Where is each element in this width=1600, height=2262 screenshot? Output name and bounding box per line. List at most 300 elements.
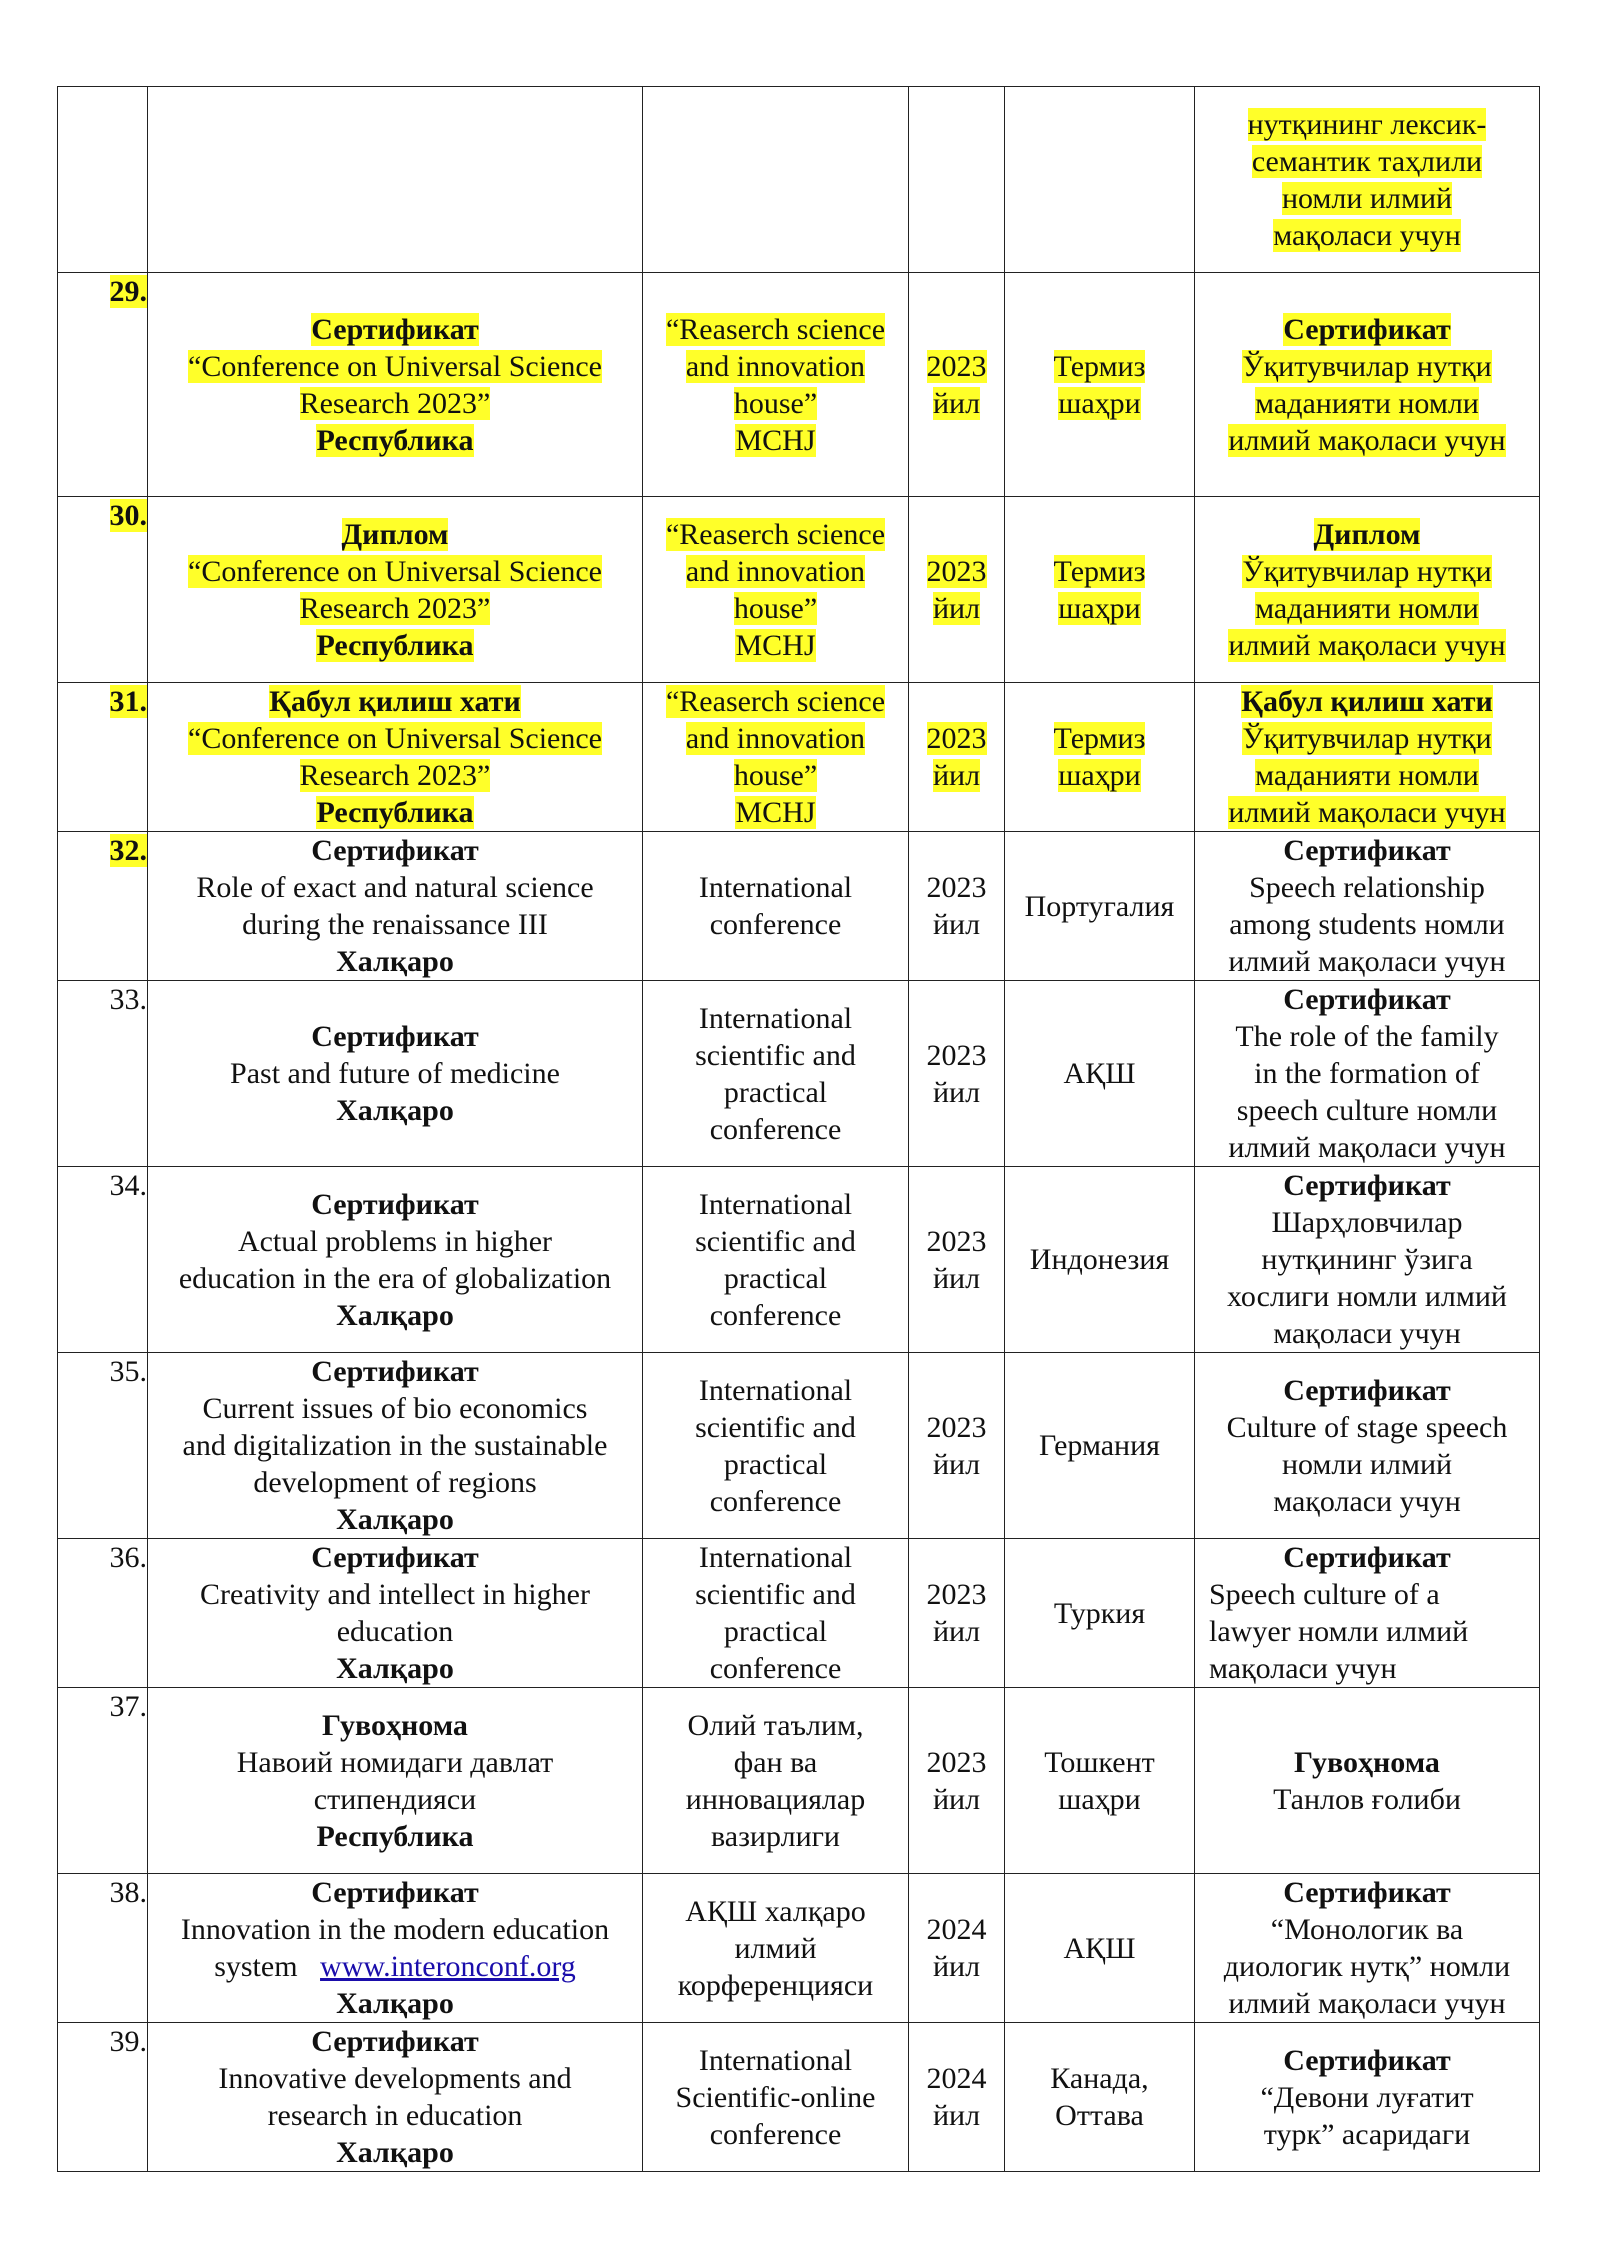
row-number-cell	[58, 683, 148, 832]
result-text: among students номли	[1229, 908, 1505, 941]
place-cell	[1005, 2023, 1195, 2172]
title-text: Research 2023”	[299, 386, 491, 420]
org-text: conference	[709, 2117, 842, 2151]
title-text: Current issues of bio economics	[202, 1392, 588, 1425]
result-text: нутқининг ўзига	[1261, 1243, 1473, 1276]
row-number-cell	[58, 2023, 148, 2172]
org-line	[643, 1781, 908, 1818]
table-row	[58, 87, 1540, 273]
place-line	[1005, 1241, 1194, 1278]
org-line	[643, 757, 908, 794]
year-line	[909, 1074, 1004, 1111]
org-line	[643, 2079, 908, 2116]
org-line	[643, 2042, 908, 2079]
result-line	[1195, 106, 1539, 143]
place-text: Термиз	[1053, 349, 1146, 383]
title-text: Research 2023”	[299, 591, 491, 625]
year-line	[909, 1409, 1004, 1446]
result-line	[1195, 1372, 1539, 1409]
result-text: Сертификат	[1283, 834, 1451, 867]
year-line	[909, 2097, 1004, 2134]
event-title-cell	[148, 1353, 643, 1539]
result-line	[1195, 180, 1539, 217]
result-line	[1195, 1446, 1539, 1483]
result-text: семантик таҳлили	[1251, 144, 1483, 178]
event-title-cell	[148, 1539, 643, 1688]
event-title-cell	[148, 87, 643, 273]
result-text: номли илмий	[1281, 1447, 1453, 1481]
result-text: илмий мақоласи учун	[1228, 1131, 1506, 1164]
title-line	[148, 757, 642, 794]
organizer-cell	[643, 497, 909, 683]
org-text: conference	[709, 1112, 842, 1146]
title-line	[148, 906, 642, 943]
org-line	[643, 683, 908, 720]
org-text: International	[698, 871, 853, 904]
year-cell	[909, 981, 1005, 1167]
place-line	[1005, 553, 1194, 590]
result-text: Ўқитувчилар нутқи	[1242, 349, 1492, 383]
result-text: мақоласи учун	[1273, 1317, 1461, 1350]
year-line	[909, 1446, 1004, 1483]
org-text: вазирлиги	[711, 1819, 840, 1853]
year-text: йил	[932, 386, 981, 420]
year-text: 2023	[926, 871, 987, 904]
place-text: АҚШ	[1063, 1931, 1136, 1965]
event-title-cell	[148, 2023, 643, 2172]
result-line	[1195, 1874, 1539, 1911]
year-text: 2023	[926, 1410, 987, 1444]
result-text: Шарҳловчилар	[1271, 1206, 1463, 1239]
org-text: practical	[723, 1447, 828, 1481]
year-line	[909, 2060, 1004, 2097]
year-text: 2023	[926, 722, 987, 755]
place-cell	[1005, 497, 1195, 683]
org-text: practical	[723, 1075, 828, 1109]
row-number-cell	[58, 1167, 148, 1353]
title-line	[148, 1223, 642, 1260]
result-line	[1195, 590, 1539, 627]
title-line	[148, 1464, 642, 1501]
year-cell	[909, 1353, 1005, 1539]
title-text: Сертификат	[311, 1187, 479, 1221]
year-line	[909, 720, 1004, 757]
title-line	[148, 1613, 642, 1650]
title-text: Республика	[316, 628, 474, 662]
title-text: Actual problems in higher	[237, 1224, 553, 1258]
year-text: 2023	[926, 554, 987, 588]
row-number-cell	[58, 1539, 148, 1688]
title-text: Халқаро	[336, 945, 454, 978]
org-text: корференцияси	[677, 1968, 874, 2002]
place-line	[1005, 757, 1194, 794]
title-line	[148, 2060, 642, 2097]
title-text: Creativity and intellect in higher	[200, 1578, 590, 1611]
title-line	[148, 869, 642, 906]
org-text: house”	[733, 386, 818, 420]
org-text: фан ва	[733, 1745, 818, 1779]
title-text: system	[214, 1950, 298, 1983]
org-line	[643, 1539, 908, 1576]
place-cell	[1005, 1353, 1195, 1539]
place-line	[1005, 888, 1194, 925]
place-text: шаҳри	[1058, 386, 1141, 420]
result-text: нутқининг лексик-	[1247, 107, 1487, 141]
title-text: Диплом	[341, 517, 449, 551]
org-line	[643, 516, 908, 553]
result-line	[1195, 757, 1539, 794]
year-line	[909, 590, 1004, 627]
result-text: Speech relationship	[1249, 871, 1485, 904]
table-row	[58, 2023, 1540, 2172]
title-text: Сертификат	[311, 312, 479, 346]
place-text: АҚШ	[1063, 1057, 1136, 1090]
title-text: education in the era of globalization	[178, 1261, 612, 1295]
title-line	[148, 348, 642, 385]
document-page	[57, 86, 1539, 2172]
result-line	[1195, 1650, 1539, 1687]
year-cell	[909, 2023, 1005, 2172]
place-line	[1005, 1744, 1194, 1781]
result-line	[1195, 869, 1539, 906]
year-text: йил	[932, 1782, 981, 1816]
place-line	[1005, 590, 1194, 627]
org-text: “Reaserch science	[665, 517, 886, 551]
title-text: development of regions	[253, 1466, 537, 1499]
result-text: Culture of stage speech	[1226, 1410, 1508, 1444]
org-text: MCHJ	[735, 628, 816, 662]
place-cell	[1005, 981, 1195, 1167]
result-text: номли илмий	[1281, 181, 1453, 215]
org-text: conference	[709, 1484, 842, 1518]
place-cell	[1005, 273, 1195, 497]
org-line	[643, 1260, 908, 1297]
result-text: маданияти номли	[1255, 759, 1479, 792]
year-text: 2023	[926, 1745, 987, 1779]
organizer-cell	[643, 1688, 909, 1874]
result-line	[1195, 1781, 1539, 1818]
title-text: “Conference on Universal Science	[188, 722, 602, 755]
result-line	[1195, 1055, 1539, 1092]
event-title-cell	[148, 273, 643, 497]
result-cell	[1195, 87, 1540, 273]
year-line	[909, 869, 1004, 906]
org-line	[643, 1818, 908, 1855]
place-text: Португалия	[1024, 889, 1175, 923]
result-text: Speech culture of a	[1209, 1578, 1440, 1611]
result-text: Сертификат	[1283, 2043, 1451, 2077]
place-cell	[1005, 1167, 1195, 1353]
year-line	[909, 1911, 1004, 1948]
year-cell	[909, 1539, 1005, 1688]
result-line	[1195, 553, 1539, 590]
row-number-cell	[58, 981, 148, 1167]
result-line	[1195, 906, 1539, 943]
place-cell	[1005, 832, 1195, 981]
event-title-cell	[148, 832, 643, 981]
org-text: conference	[709, 1652, 842, 1685]
title-line	[148, 1948, 642, 1985]
result-line	[1195, 348, 1539, 385]
result-line	[1195, 1315, 1539, 1352]
org-line	[643, 1372, 908, 1409]
org-text: “Reaserch science	[665, 685, 886, 718]
organizer-cell	[643, 273, 909, 497]
result-line	[1195, 2042, 1539, 2079]
result-text: Ўқитувчилар нутқи	[1242, 554, 1492, 588]
year-line	[909, 1948, 1004, 1985]
org-text: Олий таълим,	[687, 1708, 864, 1742]
year-line	[909, 385, 1004, 422]
title-line	[148, 2097, 642, 2134]
title-line	[148, 1092, 642, 1129]
title-line	[148, 1018, 642, 1055]
title-line	[148, 1353, 642, 1390]
title-text: during the renaissance III	[242, 908, 548, 941]
row-number-cell	[58, 1353, 148, 1539]
title-text: Халқаро	[336, 2136, 454, 2169]
title-line	[148, 553, 642, 590]
result-line	[1195, 981, 1539, 1018]
result-text: Сертификат	[1283, 1373, 1451, 1407]
title-line	[148, 516, 642, 553]
org-text: scientific and	[695, 1578, 856, 1611]
title-text: Role of exact and natural science	[196, 871, 594, 904]
table-body	[58, 87, 1540, 2172]
place-line	[1005, 1427, 1194, 1464]
title-line	[148, 1874, 642, 1911]
result-line	[1195, 1092, 1539, 1129]
place-text: Тошкент	[1044, 1745, 1155, 1779]
result-line	[1195, 832, 1539, 869]
result-cell	[1195, 683, 1540, 832]
result-line	[1195, 1911, 1539, 1948]
table-row	[58, 683, 1540, 832]
year-text: 2023	[926, 349, 987, 383]
year-text: йил	[932, 591, 981, 625]
title-line	[148, 1985, 642, 2022]
title-line	[148, 2023, 642, 2060]
org-line	[643, 906, 908, 943]
place-line	[1005, 1781, 1194, 1818]
org-line	[643, 1930, 908, 1967]
org-text: MCHJ	[735, 423, 816, 457]
result-line	[1195, 943, 1539, 980]
table-row	[58, 832, 1540, 981]
result-text: илмий мақоласи учун	[1228, 1987, 1506, 2020]
org-line	[643, 1967, 908, 2004]
place-cell	[1005, 1874, 1195, 2023]
row-number: 39.	[109, 2025, 147, 2058]
event-title-cell	[148, 1874, 643, 2023]
title-text: Қабул қилиш хати	[269, 685, 521, 718]
year-line	[909, 348, 1004, 385]
org-text: инновациялар	[685, 1782, 866, 1816]
achievements-table	[57, 86, 1540, 2172]
result-line	[1195, 143, 1539, 180]
title-text: Сертификат	[311, 1541, 479, 1574]
org-text: International	[698, 1541, 853, 1574]
year-text: 2023	[926, 1038, 987, 1072]
org-line	[643, 2116, 908, 2153]
year-text: йил	[932, 1261, 981, 1295]
org-line	[643, 422, 908, 459]
org-text: house”	[733, 591, 818, 625]
result-text: илмий мақоласи учун	[1228, 423, 1506, 457]
organizer-cell	[643, 981, 909, 1167]
title-line	[148, 1260, 642, 1297]
result-line	[1195, 1948, 1539, 1985]
result-text: The role of the family	[1235, 1020, 1499, 1053]
title-text: Халқаро	[336, 1987, 454, 2020]
title-text: Халқаро	[336, 1503, 454, 1536]
place-line	[1005, 1595, 1194, 1632]
title-line	[148, 1186, 642, 1223]
result-line	[1195, 1744, 1539, 1781]
website-link[interactable]: www.interonconf.org	[320, 1950, 576, 1983]
result-text: илмий мақоласи учун	[1228, 796, 1506, 829]
org-line	[643, 1613, 908, 1650]
title-line	[148, 311, 642, 348]
org-line	[643, 553, 908, 590]
table-row	[58, 1874, 1540, 2023]
result-text: диологик нутқ” номли	[1223, 1950, 1511, 1983]
title-line	[148, 422, 642, 459]
title-line	[148, 590, 642, 627]
year-line	[909, 1781, 1004, 1818]
org-line	[643, 1576, 908, 1613]
title-text: Сертификат	[311, 1020, 479, 1053]
org-line	[643, 1223, 908, 1260]
result-text: Танлов ғолиби	[1273, 1782, 1461, 1816]
organizer-cell	[643, 1353, 909, 1539]
org-text: and innovation	[685, 722, 866, 755]
year-line	[909, 1223, 1004, 1260]
place-line	[1005, 2097, 1194, 2134]
title-line	[148, 832, 642, 869]
organizer-cell	[643, 87, 909, 273]
row-number: 32.	[109, 834, 147, 867]
title-text: Республика	[316, 423, 474, 457]
table-row	[58, 273, 1540, 497]
result-line	[1195, 2116, 1539, 2153]
table-row	[58, 497, 1540, 683]
year-line	[909, 1744, 1004, 1781]
result-line	[1195, 217, 1539, 254]
title-line	[148, 1818, 642, 1855]
title-line	[148, 943, 642, 980]
result-cell	[1195, 1874, 1540, 2023]
year-cell	[909, 497, 1005, 683]
row-number: 31.	[109, 685, 147, 718]
result-line	[1195, 1483, 1539, 1520]
row-number: 33.	[109, 983, 147, 1016]
organizer-cell	[643, 683, 909, 832]
result-text: илмий мақоласи учун	[1228, 628, 1506, 662]
org-line	[643, 385, 908, 422]
place-line	[1005, 720, 1194, 757]
title-text: and digitalization in the sustainable	[182, 1429, 608, 1462]
year-text: 2024	[926, 2062, 987, 2095]
org-line	[643, 1707, 908, 1744]
result-line	[1195, 1167, 1539, 1204]
row-number: 38.	[109, 1876, 147, 1909]
organizer-cell	[643, 2023, 909, 2172]
result-line	[1195, 2079, 1539, 2116]
org-text: Scientific-online	[675, 2080, 876, 2114]
title-text: research in education	[267, 2099, 523, 2132]
place-text: Оттава	[1055, 2099, 1144, 2132]
year-text: йил	[932, 2099, 981, 2132]
year-cell	[909, 683, 1005, 832]
table-row	[58, 981, 1540, 1167]
organizer-cell	[643, 1167, 909, 1353]
result-cell	[1195, 1167, 1540, 1353]
org-line	[643, 1893, 908, 1930]
title-line	[148, 794, 642, 831]
result-line	[1195, 1018, 1539, 1055]
place-line	[1005, 1930, 1194, 1967]
title-line	[148, 627, 642, 664]
year-cell	[909, 832, 1005, 981]
result-text: Сертификат	[1283, 1876, 1451, 1909]
org-text: “Reaserch science	[665, 312, 886, 346]
title-text: Innovation in the modern education	[180, 1913, 610, 1946]
org-text: and innovation	[685, 349, 866, 383]
title-text: Навоий номидаги давлат	[236, 1745, 554, 1779]
title-text: Сертификат	[311, 2025, 479, 2058]
row-number: 34.	[109, 1169, 147, 1202]
year-text: йил	[932, 1615, 981, 1648]
org-line	[643, 1000, 908, 1037]
result-cell	[1195, 1539, 1540, 1688]
place-text: Канада,	[1050, 2062, 1149, 2095]
result-line	[1195, 1409, 1539, 1446]
org-text: scientific and	[695, 1410, 856, 1444]
event-title-cell	[148, 683, 643, 832]
title-text: Сертификат	[311, 1876, 479, 1909]
result-line	[1195, 683, 1539, 720]
result-text: Ўқитувчилар нутқи	[1242, 722, 1492, 755]
org-text: conference	[709, 1298, 842, 1332]
year-cell	[909, 87, 1005, 273]
result-text: Сертификат	[1283, 1169, 1451, 1202]
result-text: Қабул қилиш хати	[1241, 685, 1493, 718]
org-text: and innovation	[685, 554, 866, 588]
result-line	[1195, 1576, 1539, 1613]
title-text: “Conference on Universal Science	[188, 554, 602, 588]
result-text: мақоласи учун	[1209, 1652, 1397, 1685]
title-line	[148, 2134, 642, 2171]
org-line	[643, 794, 908, 831]
table-row	[58, 1353, 1540, 1539]
org-line	[643, 627, 908, 664]
title-line	[148, 1744, 642, 1781]
title-line	[148, 1539, 642, 1576]
title-line	[148, 1501, 642, 1538]
year-line	[909, 1576, 1004, 1613]
place-text: Индонезия	[1029, 1243, 1170, 1276]
org-text: conference	[709, 908, 842, 941]
year-line	[909, 1613, 1004, 1650]
table-row	[58, 1688, 1540, 1874]
year-line	[909, 1037, 1004, 1074]
year-line	[909, 1260, 1004, 1297]
result-text: lawyer номли илмий	[1209, 1615, 1469, 1648]
title-line	[148, 1297, 642, 1334]
year-text: йил	[932, 1075, 981, 1109]
result-text: “Девони луғатит	[1260, 2080, 1474, 2114]
